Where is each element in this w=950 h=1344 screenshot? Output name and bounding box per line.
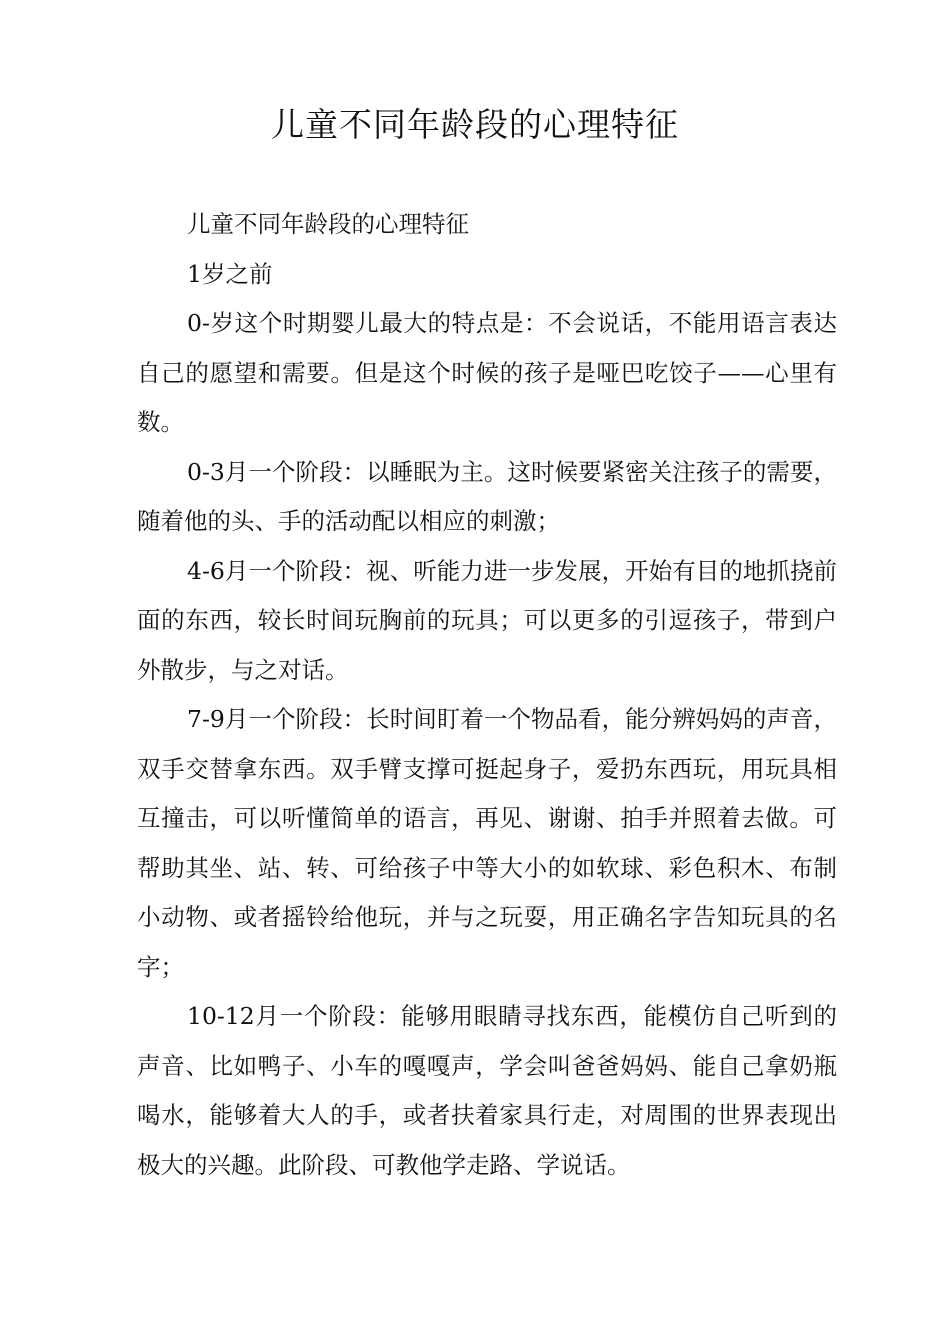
paragraph-0-3-months: 0-3月一个阶段：以睡眠为主。这时候要紧密关注孩子的需要，随着他的头、手的活动配以相应的刺激； (137, 457, 837, 535)
document-title: 儿童不同年龄段的心理特征 (271, 105, 679, 144)
paragraph-heading: 儿童不同年龄段的心理特征 (187, 210, 469, 238)
paragraph-7-9-months: 7-9月一个阶段：长时间盯着一个物品看，能分辨妈妈的声音，双手交替拿东西。双手臂支撑可挺起身子，爱扔东西玩，用玩具相互撞击，可以听懂简单的语言，再见、谢谢、拍手并照着去做。可帮助其坐、站、转、可给孩子中等大小的如软球、彩色积木、布制小动物、或者摇铃给他玩，并与之玩耍，用正确名字告知玩具的名字； (137, 705, 837, 981)
paragraph-10-12-months: 10-12月一个阶段：能够用眼睛寻找东西，能模仿自己听到的声音、比如鸭子、小车的嘎嘎声，学会叫爸爸妈妈、能自己拿奶瓶喝水，能够着大人的手，或者扶着家具行走，对周围的世界表现出极大的兴趣。此阶段、可教他学走路、学说话。 (137, 1002, 837, 1179)
document-body (137, 200, 837, 1190)
paragraph-age-label: 1岁之前 (187, 259, 273, 288)
paragraph-infant-overview: 0-岁这个时期婴儿最大的特点是：不会说话，不能用语言表达自己的愿望和需要。但是这个时候的孩子是哑巴吃饺子——心里有数。 (137, 309, 837, 436)
paragraph-4-6-months: 4-6月一个阶段：视、听能力进一步发展，开始有目的地抓挠前面的东西，较长时间玩胸前的玩具；可以更多的引逗孩子，带到户外散步，与之对话。 (137, 556, 837, 684)
